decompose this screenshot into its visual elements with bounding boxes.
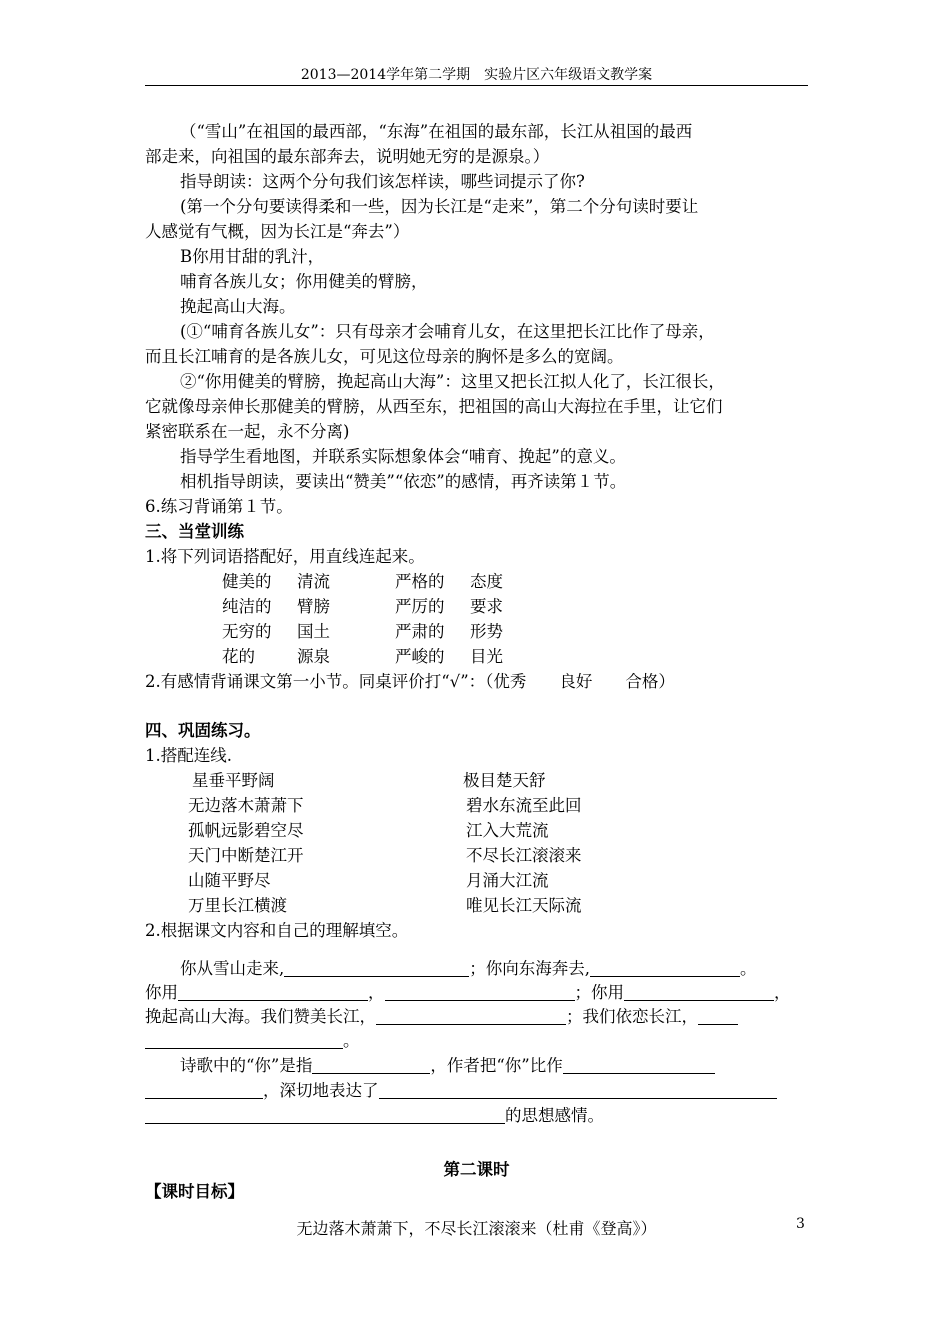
paragraph-line: 它就像母亲伸长那健美的臂膀，从西至东，把祖国的高山大海拉在手里，让它们	[145, 397, 723, 416]
poem-line-left: 山随平野尽	[188, 871, 271, 890]
fill-text: 的思想感情。	[505, 1106, 604, 1125]
fill-text: 诗歌中的“你”是指	[180, 1056, 313, 1075]
answer-blank[interactable]	[145, 1031, 343, 1049]
match-word: 严厉的	[395, 597, 445, 616]
fill-blank-line	[145, 1080, 777, 1102]
fill-blank-line	[145, 1006, 738, 1028]
match-word: 源泉	[297, 647, 330, 666]
paragraph-line: （“雪山”在祖国的最西部，“东海”在祖国的最东部，长江从祖国的最西	[180, 122, 693, 141]
fill-blank-line	[145, 982, 791, 1004]
paragraph-line: 挽起高山大海。	[180, 297, 296, 316]
answer-blank[interactable]	[312, 1056, 430, 1074]
poem-line-right: 唯见长江天际流	[466, 896, 582, 915]
section-heading: 三、当堂训练	[145, 522, 244, 541]
section-heading: 四、巩固练习。	[145, 721, 261, 740]
match-word: 清流	[297, 572, 330, 591]
poem-line-left: 天门中断楚江开	[188, 846, 304, 865]
paragraph-line: (①“哺育各族儿女”：只有母亲才会哺育儿女，在这里把长江比作了母亲，	[180, 322, 715, 341]
poem-line-right: 月涌大江流	[466, 871, 549, 890]
page-number: 3	[796, 1216, 805, 1232]
fill-blank-line	[145, 1030, 360, 1052]
fill-blank-line	[180, 958, 757, 980]
paragraph-line: 6.练习背诵第１节。	[145, 497, 293, 516]
match-word: 花的	[222, 647, 255, 666]
header-rule	[145, 85, 808, 86]
paragraph-line: 哺育各族儿女；你用健美的臂膀，	[180, 272, 428, 291]
paragraph-line: 相机指导朗读，要读出“赞美”“依恋”的感情，再齐读第１节。	[180, 472, 627, 491]
lesson-goal-heading: 【课时目标】	[145, 1182, 244, 1201]
fill-blank-line	[180, 1055, 715, 1077]
match-word: 目光	[470, 647, 503, 666]
answer-blank[interactable]	[385, 983, 575, 1001]
paragraph-line: 人感觉有气概，因为长江是“奔去”）	[145, 222, 410, 241]
match-word: 严肃的	[395, 622, 445, 641]
fill-text: 你从雪山走来,	[180, 959, 285, 978]
paragraph-line: 指导学生看地图，并联系实际想象体会“哺育、挽起”的意义。	[180, 447, 626, 466]
lesson-title: 第二课时	[443, 1160, 510, 1179]
exercise-question: 2.有感情背诵课文第一小节。同桌评价打“√”：（优秀 良好 合格）	[145, 672, 675, 691]
fill-text: 。	[343, 1031, 360, 1050]
poem-line-left: 无边落木萧萧下	[188, 796, 304, 815]
fill-text: 挽起高山大海。我们赞美长江，	[145, 1007, 376, 1026]
poem-line-right: 极目楚天舒	[463, 771, 546, 790]
fill-text: ，深切地表达了	[263, 1081, 379, 1100]
match-word: 要求	[470, 597, 503, 616]
answer-blank[interactable]	[178, 983, 368, 1001]
paragraph-line: B你用甘甜的乳汁，	[180, 247, 325, 266]
poem-line-left: 万里长江横渡	[188, 896, 287, 915]
poem-line-left: 星垂平野阔	[192, 771, 275, 790]
fill-text: ，	[368, 983, 385, 1002]
fill-text: ，作者把“你”比作	[430, 1056, 563, 1075]
paragraph-line: 而且长江哺育的是各族儿女，可见这位母亲的胸怀是多么的宽阔。	[145, 347, 624, 366]
answer-blank[interactable]	[145, 1081, 263, 1099]
match-word: 纯洁的	[222, 597, 272, 616]
poem-line-right: 不尽长江滚滚来	[466, 846, 582, 865]
match-word: 无穷的	[222, 622, 272, 641]
exercise-question: 2.根据课文内容和自己的理解填空。	[145, 921, 409, 940]
answer-blank[interactable]	[590, 959, 740, 977]
poem-line-right: 江入大荒流	[466, 821, 549, 840]
poem-line-left: 孤帆远影碧空尽	[188, 821, 304, 840]
paragraph-line: 部走来，向祖国的最东部奔去，说明她无穷的是源泉。）	[145, 147, 550, 166]
paragraph-line: 紧密联系在一起，永不分离)	[145, 422, 350, 441]
answer-blank[interactable]	[624, 983, 774, 1001]
paragraph-line: ②“你用健美的臂膀，挽起高山大海”：这里又把长江拟人化了，长江很长，	[180, 372, 725, 391]
answer-blank[interactable]	[698, 1007, 738, 1025]
fill-text: ；你向东海奔去,	[469, 959, 590, 978]
answer-blank[interactable]	[563, 1056, 715, 1074]
fill-blank-line	[145, 1105, 604, 1127]
fill-text: ；我们依恋长江，	[566, 1007, 698, 1026]
match-word: 形势	[470, 622, 503, 641]
fill-text: ；你用	[574, 983, 624, 1002]
match-word: 国土	[297, 622, 330, 641]
poem-line-right: 碧水东流至此回	[466, 796, 582, 815]
match-word: 健美的	[222, 572, 272, 591]
fill-text: 。	[740, 959, 757, 978]
exercise-question: 1.搭配连线.	[145, 746, 232, 765]
match-word: 臂膀	[297, 597, 330, 616]
paragraph-line: 指导朗读：这两个分句我们该怎样读，哪些词提示了你?	[180, 172, 585, 191]
answer-blank[interactable]	[379, 1081, 777, 1099]
match-word: 严格的	[395, 572, 445, 591]
paragraph-line: (第一个分句要读得柔和一些，因为长江是“走来”，第二个分句读时要让	[180, 197, 699, 216]
page-header: 2013—2014学年第二学期 实验片区六年级语文教学案	[300, 67, 653, 83]
fill-text: ，	[774, 983, 791, 1002]
match-word: 态度	[470, 572, 503, 591]
answer-blank[interactable]	[145, 1106, 505, 1124]
answer-blank[interactable]	[376, 1007, 566, 1025]
fill-text: 你用	[145, 983, 178, 1002]
answer-blank[interactable]	[284, 959, 469, 977]
page-footer: 无边落木萧萧下，不尽长江滚滚来（杜甫《登高》）	[296, 1219, 657, 1238]
match-word: 严峻的	[395, 647, 445, 666]
exercise-question: 1.将下列词语搭配好，用直线连起来。	[145, 547, 425, 566]
